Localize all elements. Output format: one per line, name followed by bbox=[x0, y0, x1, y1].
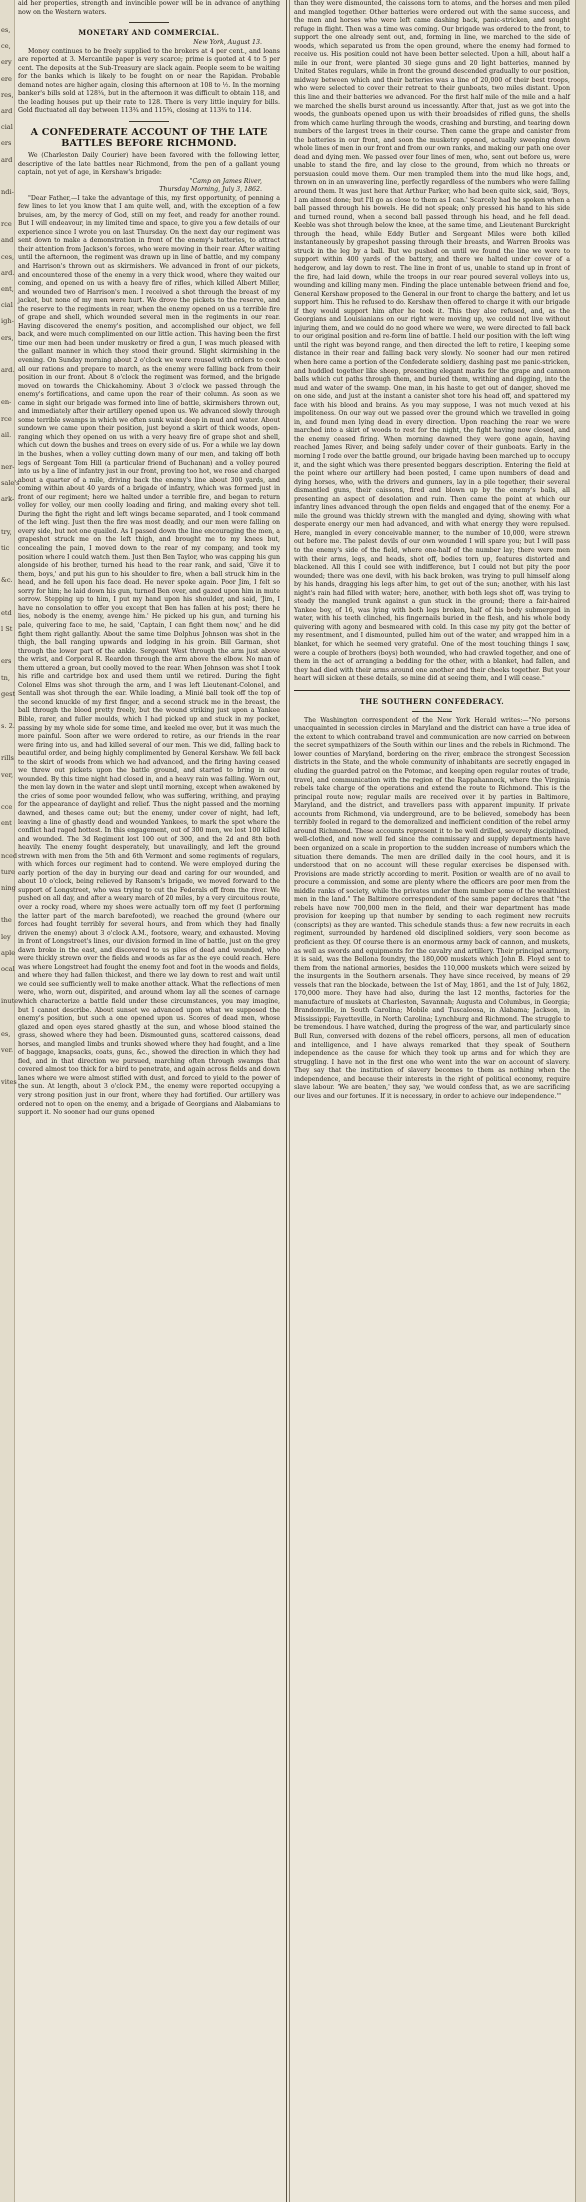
left-column bbox=[18, 0, 280, 2202]
edge-fragment bbox=[1, 1058, 14, 1074]
edge-fragment bbox=[1, 896, 14, 912]
edge-fragment: ard. bbox=[1, 365, 15, 374]
edge-fragment: ture bbox=[1, 867, 15, 876]
edge-fragment: ere bbox=[1, 74, 12, 83]
divider bbox=[129, 121, 169, 122]
right-column bbox=[294, 0, 570, 2202]
letter-camp: "Camp on James River, bbox=[189, 177, 262, 185]
edge-fragment: aple bbox=[1, 948, 16, 957]
edge-fragment: ning bbox=[1, 883, 16, 892]
edge-fragment: igh- bbox=[1, 317, 14, 326]
article-paragraph: "Dear Father,—I take the advantage of this, my first opportunity, of penning a few lines to let you know that I am quite well, and, with the exception of a few bruises, am, by the mercy of God, still on my feet, and ready for another round. But I will endeavour, in my limited time and space, to give you a few details of our experience since I wrote you on last Thursday. On the next day our regiment was sent down to make a demonstration in front of the enemy's batteries, to attract their attention from Jackson's forces, who were moving in their rear. After waiting until the afternoon, the regiment was drawn up in line of battle, and my company and Harrison's thrown out as skirmishers. We advanced in front of our pickets, and encountered those of the enemy in a very thick wood, where they waited our coming, and opened on us with a heavy fire of rifles, which killed Albert Miller, and wounded two of Harrison's men. I received a shot through the breast of my jacket, but none of my men were hurt. We drove the pickets to the reserve, and the reserve to the regiments in rear, when the enemy opened on us a terrible fire of grape and shell, which wounded several men in the regiments in our rear. Having discovered the enemy's position, and accomplished our object, we fell back, and were much complimented on our little action. This having been the first time our men had been under musketry or fired a gun, I was much pleased with the gallant manner in which they stood their ground. Slight skirmishing in the evening. On Sunday morning about 2 o'clock we were roused with orders to cook all our rations and prepare to march, as the enemy were falling back from their position in our front. About 8 o'clock the regiment was formed, and the brigade moved on towards the Chickahominy. About 3 o'clock we passed through the enemy's fortifications, and came upon the rear of their column. As soon as we came in sight our brigade was formed into line of battle, skirmishers thrown out, and immediately after their artillery opened upon us. We advanced slowly through some terrible swamps in which we often sunk waist deep in mud and water. About sundown we came upon their position, just beyond a skirt of thick woods, open-ranging which they opened on us with a very heavy fire of grape shot and shell, which cut down the bushes and trees on every side of us. For a while we lay down in the bushes, when a volley cutting down many of our men, and taking off both legs of Sergeant Tom Hill (a particular friend of Buchanan) and a volley poured into us by a line of infantry just in our front, proving too hot, we rose and charged about a quarter of a mile, driving back the enemy's line about 300 yards, and coming within about 40 yards of a brigade of infantry, which was formed just in front of our regiment; here we halted under a terrible fire, and began to return volley for volley, our men coolly loading and firing, and making every shot tell. During the fight the right and left wings became separated, and I took command of the left wing. Just then the fire was most deadly, and our men were falling on every side, but not one quailed. As I passed down the line encouraging the men, a grapeshot struck me on the left thigh, and brought me to my knees but, concealing the pain, I moved down to the rear of my company, and took my position where I could watch them. Just then Ben Taylor, who was capping his gun alongside of his brother, turned his head to the rear rank, and said, 'Give it to them, boys,' and put his gun to his shoulder to fire, when a ball struck him in the head, and he fell upon his face dead. He never spoke again. Poor Jim, I felt so sorry for him; he laid down his gun, turned Ben over, and gazed upon him in mute sorrow. Stepping up to him, I put my hand upon his shoulder, and said, 'Jim, I have no consolation to offer you except that Ben has fallen at his post; there he lies, nobody is the enemy, avenge him.' He picked up his gun, and turning his pale, quivering face to me, he said, 'Captain, I can fight them now,' and he did fight them right gallantly. About the same time Dolphus Johnson was shot in the thigh, the ball ranging upwards and lodging in his groin. Bill Garman, shot through the lower part of the ankle. Sergeant West through the arm just above the wrist, and Corporal R. Reardon through the arm above the elbow. No man of them uttered a groan, but coolly moved to the rear. When Johnson was shot I took his rifle and cartridge box and used them until we retired. During the fight Colonel Elms was shot through the arm, and I was left Lieutenant-Colonel, and Sentall was shot through the ear. While loading, a Minié ball took off the top of the second knuckle of my first finger, and a second struck me in the breast, the ball through the blood pretty freely, but the wound striking just upon a Yankee Bible, rarer, and fuller moulds, which I had picked up and stuck in my pocket, passing by my whole side for some time, and keeled me over, but it was much the more painful. Soon after we were ordered to retire, as our friends in the rear were firing into us, and had killed several of our men. This we did, falling back to beautiful order, and being highly complimented by General Kershaw. We fell back to the skirt of woods from which we had advanced, and the firing having ceased we threw out pickets upon the battle ground, and started to bring in our wounded. By this time night had closed in, and a heavy rain was falling. Worn out, the men lay down in the water and slept until morning, except when awakened by the cries of some poor wounded fellow, who was suffering, writhing, and praying for the appearance of daylight and relief. Thus the night passed and the morning dawned, and theses came out; but the enemy, under cover of night, had left, leaving a line of ghastly dead and wounded Yankees, to mark the spot where the conflict had raged hottest. In this engagement, out of 300 men, we lost 100 killed and wounded. The 3d Regiment lost 100 out of 300, and the 2d and 8th both heavily. The enemy fought desperately, but unavailingly, and left the ground strewn with men from the 5th and 6th Vermont and some regiments of regulars, with which forces our regiment had to contend. We were employed during the early portion of the day in burying our dead and caring for our wounded, and about 10 o'clock, being relieved by Ransom's brigade, we moved forward to the support of Longstreet, who was trying to cut the Federals off from the river. We pushed on all day, and after a weary march of 20 miles, by a very circuitous route, over a rocky road, where my shoes were actually torn off my feet (I performing the latter part of the march barefooted), we reached the ground (where our forces had fought terribly for several hours, and from which they had finally driven the enemy) about 3 o'clock A.M., footsore, weary, and exhausted. Moving in front of Longstreet's lines, our division formed in line of battle, just on the grey dawn broke in the east, and discovered to us piles of dead and wounded, who were thickly strewn over the fields and woods as far as the eye could reach. Here was where Longstreet had fought the enemy foot and foot in the woods and fields, and where they had fallen thickest, and there we lay down to rest and wait until we could see sufficiently well to make another attack. What the reflections of men were, who, worn out, dispirited, and around whom lay all the scenes of carnage which characterize a battle field under these circumstances, you may imagine, but I cannot describe. About sunset we advanced upon what we supposed the enemy's position, but such a one opened upon us. Scores of dead men, whose glazed and open eyes stared ghastly at the sun, and whose blood stained the grass, showed where they had been. Dismounted guns, scattered caissons, dead horses, and mangled limbs and trunks showed where they had fought, and a line of baggage, knapsacks, coats, guns, &c., showed the direction in which they had fled, and in that direction we pursued, marching often through swamps that covered almost too thick for a bird to penetrate, and again across fields and down lanes where we were almost stifled with dust, and forced to yield to the power of the sun. At length, about 3 o'clock P.M., the enemy were reported occupying a very strong position just in our front, where they had fortified. Our artillery was ordered not to open on the enemy, and a brigade of Georgians and Alabamians to support it. No sooner had our guns opened bbox=[18, 194, 280, 1117]
edge-fragment: ard. bbox=[1, 268, 15, 277]
edge-fragment: ndi- bbox=[1, 187, 14, 196]
edge-fragment bbox=[1, 702, 14, 718]
edge-fragment: nced bbox=[1, 851, 18, 860]
edge-fragment: ers, bbox=[1, 333, 14, 342]
edge-fragment bbox=[1, 346, 14, 362]
edge-fragment: es, bbox=[1, 1029, 11, 1038]
edge-fragment: rills bbox=[1, 754, 14, 763]
edge-fragment bbox=[1, 443, 14, 459]
edge-fragment bbox=[1, 637, 14, 653]
edge-fragment: etd bbox=[1, 608, 12, 617]
edge-fragment: ard bbox=[1, 106, 13, 115]
edge-fragment: ent, bbox=[1, 285, 14, 293]
edge-fragment bbox=[1, 508, 14, 524]
divider bbox=[412, 711, 452, 712]
edge-fragment: ard bbox=[1, 155, 13, 164]
article2-title: THE SOUTHERN CONFEDERACY. bbox=[359, 696, 505, 706]
edge-fragment: gest bbox=[1, 689, 16, 698]
edge-fragment: sale's bbox=[1, 479, 20, 488]
edge-fragment: cial bbox=[1, 301, 13, 310]
edge-fragment: en- bbox=[1, 398, 12, 407]
edge-fragment: ers bbox=[1, 139, 12, 148]
edge-fragment: ers bbox=[1, 657, 12, 666]
edge-fragment: ent bbox=[1, 819, 12, 828]
edge-fragment bbox=[1, 977, 14, 993]
edge-fragment: tic bbox=[1, 544, 10, 552]
column-rule bbox=[289, 0, 290, 2202]
edge-fragment: cce bbox=[1, 803, 13, 811]
edge-fragment: ner- bbox=[1, 463, 15, 472]
edge-fragment: ocal bbox=[1, 964, 15, 973]
monetary-text: Money continues to be freely supplied to the brokers at 4 per cent., and loans are reported at 3. Mercantile paper is very scarce; prime is quoted at 4 to 5 per cent. The deposits at the Sub-Treasury are slack again. People seem to be waiting for the banks which is likely to be fought on or near the Rapidan. Probable demand notes are higher again, closing this afternoon at 108 to ½. In the morning banker's bills sold at 128¼, but in the afternoon it was difficult to obtain 118, and the leading houses put up their rate to 128. There is very little inquiry for bills. Gold fluctuated all day between 113¾ and 115¾, closing at 113¾ to 114. bbox=[18, 47, 281, 115]
article-intro: We (Charleston Daily Courier) have been favored with the following letter, descriptive of the late battles near Richmond, from the pen of a gallant young captain, not yet of age, in Kershaw's brigade: bbox=[18, 151, 280, 177]
edge-fragment bbox=[1, 1009, 14, 1025]
column-rule bbox=[286, 0, 287, 2202]
edge-fragment: l St bbox=[1, 624, 13, 633]
edge-fragment bbox=[1, 831, 14, 847]
left-column-edge bbox=[0, 0, 20, 2202]
edge-fragment: es, bbox=[1, 26, 11, 34]
edge-fragment: res, bbox=[1, 90, 14, 99]
divider bbox=[129, 22, 169, 23]
edge-fragment: the bbox=[1, 916, 12, 925]
edge-fragment: rce bbox=[1, 414, 12, 423]
edge-fragment: ail. bbox=[1, 430, 12, 439]
letter-date: Thursday Morning, July 3, 1862. bbox=[159, 186, 262, 194]
edge-fragment: ces, bbox=[1, 252, 15, 261]
edge-fragment: ce, bbox=[1, 42, 11, 51]
edge-fragment bbox=[1, 378, 14, 394]
edge-fragment bbox=[1, 200, 14, 216]
monetary-heading: MONETARY AND COMMERCIAL. bbox=[78, 28, 220, 38]
edge-fragment: ver, bbox=[1, 770, 14, 779]
edge-fragment: &c. bbox=[1, 576, 13, 585]
edge-fragment: ark- bbox=[1, 495, 15, 504]
monetary-dateline: New York, August 13. bbox=[193, 39, 262, 47]
edge-fragment: s. 2. bbox=[1, 722, 15, 731]
edge-fragment: tn, bbox=[1, 673, 10, 682]
edge-fragment: ley bbox=[1, 932, 11, 941]
edge-fragment: ery bbox=[1, 58, 12, 67]
edge-fragment: ver. bbox=[1, 1045, 14, 1054]
edge-fragments bbox=[0, 0, 20, 1090]
article-paragraph: than they were dismounted, the caissons torn to atoms, and the horses and men piled and mangled together. Other batteries were ordered out with the same success, and the men and horses who were left came dashing back, panic-stricken, and sought refuge in flight. Then was a time was coming. Our brigade was ordered to the front, to support the one already sent out, and, forming in line, we marched to the side of woods, which separated us from the open ground, where the enemy had formed to receive us. His position could not have been better selected. Upon a hill, about half a mile in our front, were planted 30 siege guns and 20 light batteries, manned by United States regulars, while in front the ground descended gradually to our position, midway between which and their batteries was a line of 20,000 of their best troops, who were selected to cover their retreat to their gunboats, two miles distant. Upon this line and their batteries we advanced. For the first half mile of the mile and a half we marched the shells burst around us incessantly. After that, just as we got into the woods, the gunboats opened upon us with their broadsides of rifled guns, the shells from which came hurling through the woods, crashing and bursting, and tearing down numbers of the largest trees in their course. Then came the grape and canister from the batteries in our front, and soon the musketry opened, actually sweeping down whole lines of men in our front and from our own ranks, and making our path one over dead and dying men. We passed over four lines of men, who, sent out before us, were unable to stand the fire, and lay close to the ground, from which no threats or persuasion could move them. Our men trampled them into the mud like hogs, and, thrown on in an unwavering line, perfectly regardless of the numbers who were falling around them. It was just here that Arthur Parker, who had been quite sick, said, 'Boys, I am almost done; but I'll go as close to them as I can.' Scarcely had he spoken when a ball passed through his bowels. He did not speak; only pressed his hand to his side and turned round, when a second ball passed through his head, and he fell dead. Keeble was shot through below the knee, at the same time, and Lieutenant Burckright through the head, while Eddy Butler and Sergeant Miles were both killed instantaneously by grapeshot passing through their breasts, and Warren Brooks was struck in the leg by a ball. But we pushed on until we found the line we were to support within 400 yards of the battery, and there we halted under cover of a hedgerow, and lay down to rest. The line in front of us, unable to stand up in front of the fire, had laid down, while the troops in our rear poured several volleys into us, wounding and killing many men. Finding the place untenable between friend and foe, General Kershaw proposed to the General in our front to charge the battery, and let us support him. This he refused to do. Kershaw then offered to charge it with our brigade if they would support him after he took it. This they also refused, and, as the Georgians and Louisianians on our right were moving up, we could not live without injuring them, and we could do no good where we were, we were directed to fall back to our original position and re-form line of battle. I held our position with the left wing until the right was beyond range, and then directed the left to retire, I keeping some distance in their rear and falling back very slowly. No sooner had our men retired when here came a portion of the Confederate soldiery, dashing past me panic-stricken, and huddled together like sheep, presenting elegant marks for the grape and cannon balls which cut paths through them, and buried them, writhing and digging, into the mud and water of the swamp. One man, in his haste to get out of danger, shoved me on one side, and just at the instant a canister shot tore his head off, and spattered my face with his blood and brains. As you may suppose, I was not much vexed at his impoliteness. On our way out we passed over the ground which we travelled in going in, and found men lying dead in every direction. Upon reaching the rear we were marched into a skirt of woods to rest for the night, the fight having now closed, and the enemy ceased firing. When morning dawned they were gone again, having reached James River, and being safely under cover of their gunboats. Early in the morning I rode over the battle ground, our brigade having been marched up to occupy it, and the sight which was there presented beggars description. Entering the field at the point where our artillery had been posted, I came upon numbers of dead and dying horses, who, with the drivers and gunners, lay in a pile together, their several dismantled guns, their caissons, fired and blown up by the enemy's balls, all presenting an aspect of desolation and ruin. Then came the point at which our infantry lines advanced through the open fields and engaged that of the enemy. For a mile the ground was thickly strewn with the mangled and dying, showing with what desperate energy our men had advanced, and with what energy they were repulsed. Here, mangled in every conceivable manner, to the number of 10,000, were strewn out before me. The palest devils of our own wounded I will spare you; but I will pass to the enemy's side of the field, where one-half of the number lay; there were men with their arms, legs, and heads, shot off, bodies torn up, features distorted and blackened. All this I could see with indifference, but I could not but pity the poor wounded; there was one devil, with his back broken, was trying to pull himself along by his hands, dragging his legs after him, to get out of the sun; another, with his last night's rain had filled with water; here, another, with both legs shot off, was trying to steady the mangled trunk against a gun stuck in the ground; there a fair-haired Yankee boy, of 16, was lying with both legs broken, half of his body submerged in water, with his teeth clinched, his fingernails buried in the flesh, and his whole body quivering with agony and besmeared with cold. In this case my pity got the better of my resentment, and I dismounted, pulled him out of the water, and wrapped him in a blanket, for which he seemed very grateful. One of the most touching things I saw, were a couple of brothers (boys) both wounded, who had crawled together, and one of them in the act of arranging a bedding for the other, with a blanket, had fallen, and they had died with their arms around one another and their cheeks together. But your heart will sicken at these details, so mine did at seeing them, and I will cease." bbox=[294, 0, 571, 683]
divider bbox=[294, 690, 570, 691]
edge-fragment: and bbox=[1, 236, 14, 245]
edge-fragment bbox=[1, 556, 14, 572]
edge-fragment: rce bbox=[1, 220, 12, 229]
edge-fragment: cial bbox=[1, 123, 13, 132]
article2-paragraph: The Washington correspondent of the New York Herald writes:—"No persons unacquainted in secession circles in Maryland and the district can have a true idea of the extent to which contraband travel and communication are now carried on between the secret sympathizers of the South within our lines and the rebels in Richmond. The lower counties of Maryland, bordering on the river, embrace the strongest Secession districts in the State, and the whole community of inhabitants are secretly engaged in eluding the guarded patrol on the Potomac, and keeping open regular routes of trade, travel, and communication with the region of the Rappahannock, where the Virginia rebels take charge of the operations and extend the route to Richmond. This is the principal route now; regular mails are received over it by parties in Baltimore, Maryland, and the district, and travellers pass with apparent impunity. If private accounts from Richmond, via underground, are to be believed, somebody has been terribly fooled in regard to the demoralized and inefficient condition of the rebel army around Richmond. These accounts represent it to be well drilled, severely disciplined, well-clothed, and now well fed since the commissary and supply departments have been organized on a scale in proportion to the sudden increase of numbers which the situation there demands. The men are drilled daily in the cool hours, and it is understood that on no account will these regular exercises be dispensed with. Provisions are made strictly according to merit. Position or wealth are of no avail to procure a commission, and some are plenty where the officers are poor men from the middle ranks of society, while the privates under them number some of the wealthiest men in the land." The Baltimore correspondent of the same paper declares that "the rebels have now 700,000 men in the field, and their war department has made provision for keeping up that number by sending to each regiment new recruits (conscripts) as they are wanted. This schedule stands thus: a few new recruits in each regiment, surrounded by hardened old disciplined soldiers, very soon become as proficient as they. Of course there is an enormous army back of cannon, and muskets, as well as swords and equipments for the cavalry and artillery. Their principal armory, it is said, was the Bellona foundry, the 180,000 muskets which John B. Floyd sent to them from the national armories, besides the 110,000 muskets which were seized by the insurgents in the Southern arsenals. They have since received, by means of 29 vessels that ran the blockade, between the 1st of May, 1861, and the 1st of July, 1862, 170,000 more. They have had also, during the last 12 months, factories for the manufacture of muskets at Charleston, Savannah; Augusta and Columbus, in Georgia; Brandonville, in South Carolina; Mobile and Tuscaloosa, in Alabama; Jackson, in Mississippi; Fayetteville, in North Carolina; Lynchburg and Richmond. The struggle to be tremendous. I have watched, during the progress of the war, and particularly since Bull Run, conversed with dozens of the rebel officers, persons, all men of education and intelligence, and I have always remarked that they speak of Southern independence as the cause for which they took up arms and for which they are struggling. I have not in the first one who went into the war on account of slavery. They say that the institution of slavery becomes to them as nothing when the independence, and because their interests in the right of political economy, require slave labour. 'We are beaten,' they say, 'we would confess that, as we are sacrificing our lives and our fortunes. If it is necessary, in order to achieve our independence.'" bbox=[294, 716, 570, 1100]
right-page-edge bbox=[575, 0, 586, 2202]
edge-fragment bbox=[1, 589, 14, 605]
edge-fragment: try, bbox=[1, 527, 12, 536]
edge-fragment: inute bbox=[1, 997, 19, 1006]
edge-fragment bbox=[1, 168, 14, 184]
intro-text: aid her properties, strength and invincible power will be in advance of anything now on the Western waters. bbox=[18, 0, 280, 16]
edge-fragment: vites bbox=[1, 1078, 17, 1087]
edge-fragment bbox=[1, 734, 14, 750]
article-title: A CONFEDERATE ACCOUNT OF THE LATE BATTLES BEFORE RICHMOND. bbox=[30, 126, 268, 149]
edge-fragment bbox=[1, 783, 14, 799]
